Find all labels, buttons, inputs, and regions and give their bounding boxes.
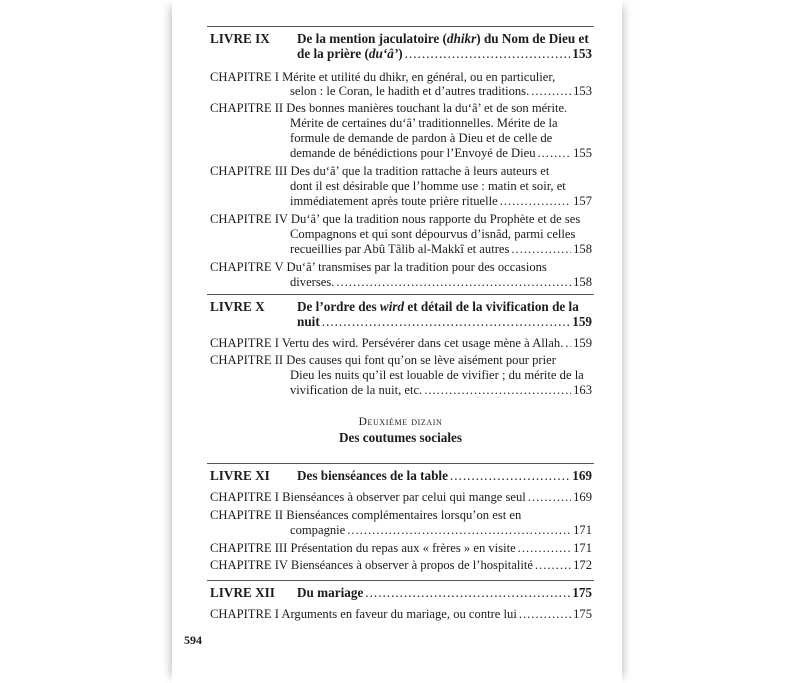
chapter-line: CHAPITRE III Présentation du repas aux « frères » en visite ..... 171 bbox=[210, 540, 592, 556]
chapter-line: dont il est désirable que l’homme use : matin et soir, et bbox=[290, 179, 566, 193]
chapter-line: Compagnons et qui sont dépourvus d’isnâd, parmi celles bbox=[290, 227, 576, 241]
chapter-line: CHAPITRE II Bienséances complémentaires lorsqu’on est en bbox=[210, 508, 522, 522]
chapter-line: selon : le Coran, le hadith et d’autres traditions. ..... 153 bbox=[290, 83, 592, 99]
chapter-line: CHAPITRE III Des du‘â’ que la tradition rattache à leurs auteurs et bbox=[210, 164, 550, 178]
chapter-line: Dieu les nuits qu’il est louable de vivifier ; du mérite de la bbox=[290, 368, 584, 382]
divider bbox=[207, 26, 594, 27]
chapter-line: CHAPITRE IV Bienséances à observer à propos de l’hospitalité ..... 172 bbox=[210, 557, 592, 573]
divider bbox=[207, 463, 594, 464]
livre-label: LIVRE IX bbox=[210, 31, 270, 46]
chapter-line: CHAPITRE I Vertu des wird. Persévérer dans cet usage mène à Allah. ..... 159 bbox=[210, 335, 592, 351]
livre-title: Des bienséances de la table ..... 169 bbox=[297, 468, 592, 484]
page-number: 175 bbox=[572, 585, 592, 600]
livre-label: LIVRE XI bbox=[210, 468, 270, 483]
livre-label: LIVRE X bbox=[210, 299, 265, 314]
chapter-line: compagnie ..... 171 bbox=[290, 522, 592, 538]
chapter-line: recueillies par Abû Tâlib al-Makkî et autres ..... 158 bbox=[290, 241, 592, 257]
chapter-line: CHAPITRE II Des bonnes manières touchant la du‘â’ et de son mérite. bbox=[210, 101, 568, 115]
chapter-line: immédiatement après toute prière rituelle ..... 157 bbox=[290, 193, 592, 209]
livre-label: LIVRE XII bbox=[210, 585, 275, 600]
section-label: Deuxième dizain bbox=[358, 416, 443, 428]
chapter-line: diverses. ..... 158 bbox=[290, 274, 592, 290]
livre-title: Du mariage ..... 175 bbox=[297, 585, 592, 601]
page-number: 169 bbox=[572, 468, 592, 483]
chapter-line: CHAPITRE I Bienséances à observer par celui qui mange seul ..... 169 bbox=[210, 489, 592, 505]
livre-title: De l’ordre des wird et détail de la vivification de la bbox=[297, 299, 579, 314]
chapter-line: CHAPITRE I Mérite et utilité du dhikr, en général, ou en particulier, bbox=[210, 70, 556, 84]
chapter-line: CHAPITRE II Des causes qui font qu’on se lève aisément pour prier bbox=[210, 353, 556, 367]
livre-title: De la mention jaculatoire (dhikr) du Nom de Dieu et bbox=[297, 31, 589, 46]
page-number: 159 bbox=[572, 314, 592, 329]
livre-title-line2: de la prière (du‘â’) ..... 153 bbox=[297, 46, 592, 62]
divider bbox=[207, 294, 594, 295]
chapter-line: CHAPITRE IV Du‘â’ que la tradition nous rapporte du Prophète et de ses bbox=[210, 212, 581, 226]
chapter-line: vivification de la nuit, etc. ..... 163 bbox=[290, 382, 592, 398]
divider bbox=[207, 580, 594, 581]
folio-number: 594 bbox=[184, 633, 202, 647]
chapter-line: CHAPITRE I Arguments en faveur du mariage, ou contre lui ..... 175 bbox=[210, 606, 592, 622]
chapter-line: formule de demande de pardon à Dieu et de celle de bbox=[290, 131, 553, 145]
chapter-line: demande de bénédictions pour l’Envoyé de Dieu ..... 155 bbox=[290, 145, 592, 161]
chapter-line: Mérite de certaines du‘â’ traditionnelles. Mérite de la bbox=[290, 116, 558, 130]
page-number: 153 bbox=[572, 46, 592, 61]
chapter-line: CHAPITRE V Du‘â’ transmises par la tradition pour des occasions bbox=[210, 260, 547, 274]
section-title: Des coutumes sociales bbox=[338, 430, 463, 445]
livre-title-line2: nuit ..... 159 bbox=[297, 314, 592, 330]
